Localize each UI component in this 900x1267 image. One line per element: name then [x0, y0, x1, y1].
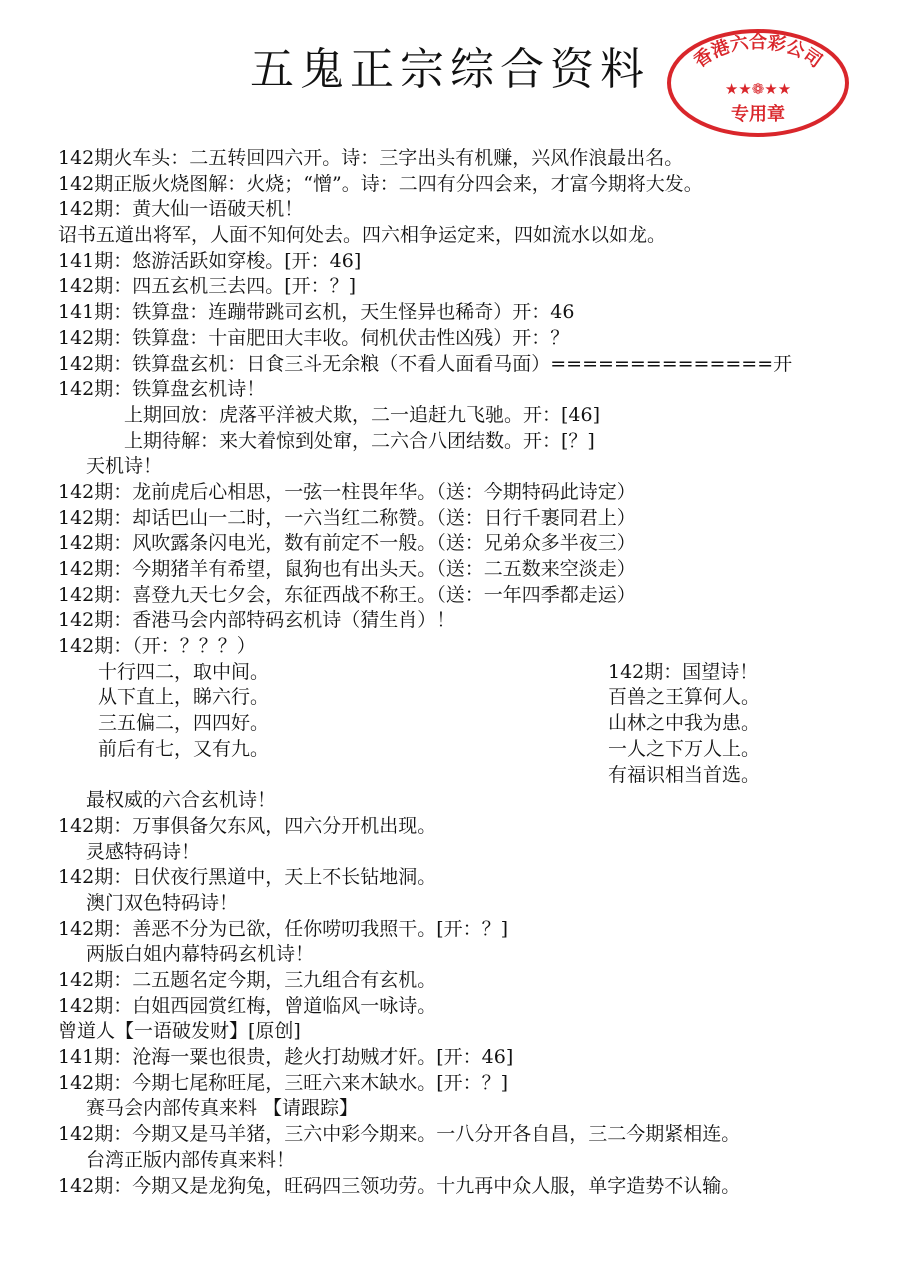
text-line: 142期：黄大仙一语破天机！ [58, 198, 304, 221]
riddle-header: 142期：（开：？？？） [58, 635, 256, 658]
guowang-line: 百兽之王算何人。 [608, 686, 761, 709]
text-line: 141期：铁算盘：连蹦带跳司玄机，天生怪异也稀奇）开：46 [58, 301, 575, 324]
seal-stars: ★★❁★★ [724, 80, 792, 98]
text-line: 142期：今期又是马羊猪，三六中彩今期来。一八分开各自昌，三二今期紧相连。 [58, 1123, 741, 1146]
company-seal-stamp [665, 28, 851, 138]
section-heading: 曾道人【一语破发财】[原创] [58, 1020, 301, 1043]
two-column-riddles [58, 634, 878, 788]
section-heading: 赛马会内部传真来料 【请跟踪】 [86, 1097, 359, 1120]
content-block [58, 146, 878, 1199]
page-title: 五鬼正宗综合资料 [250, 44, 650, 95]
guowang-header: 142期：国望诗！ [608, 660, 759, 683]
guowang-line: 有福识相当首选。 [608, 763, 761, 786]
guowang-line: 山林之中我为患。 [608, 712, 761, 735]
section-heading: 最权威的六合玄机诗！ [86, 789, 277, 812]
text-line: 142期：四五玄机三去四。[开：？] [58, 275, 357, 298]
text-line: 142期：香港马会内部特码玄机诗（猜生肖）！ [58, 609, 456, 632]
riddle-line: 从下直上，睇六行。 [98, 686, 270, 709]
text-line: 141期：悠游活跃如穿梭。[开：46] [58, 249, 362, 272]
text-line: 142期：龙前虎后心相思，一弦一柱畏年华。（送：今期特码此诗定） [58, 480, 636, 503]
guowang-column [608, 634, 878, 788]
text-line: 142期正版火烧图解：火烧；“憎”。诗：二四有分四会来，才富今期将大发。 [58, 172, 703, 195]
text-line: 142期：却话巴山一二时，一六当红二称赞。（送：日行千裹同君上） [58, 506, 636, 529]
text-line: 141期：沧海一粟也很贵，趁火打劫贼才奸。[开：46] [58, 1046, 514, 1069]
text-line: 142期：铁算盘：十亩肥田大丰收。伺机伏击性凶残）开：？ [58, 326, 570, 349]
text-line: 诏书五道出将军，人面不知何处去。四六相争运定来，四如流水以如龙。 [58, 224, 667, 247]
text-line: 142期：今期七尾称旺尾，三旺六来木缺水。[开：？] [58, 1071, 509, 1094]
riddle-line: 十行四二，取中间。 [98, 660, 270, 683]
text-line: 142期：日伏夜行黑道中，天上不长钻地洞。 [58, 866, 437, 889]
section-heading: 台湾正版内部传真来料！ [86, 1148, 296, 1171]
riddle-line: 前后有七，又有九。 [98, 737, 270, 760]
text-line: 142期：喜登九天七夕会，东征西战不称王。（送：一年四季都走运） [58, 583, 636, 606]
riddle-column [58, 634, 608, 788]
text-line: 142期：善恶不分为已欲，任你唠叨我照干。[开：？] [58, 917, 509, 940]
text-line: 上期待解：来大着惊到处窜，二六合八团结数。开：[？] [124, 429, 595, 452]
text-line: 142期：今期又是龙狗兔，旺码四三领功劳。十九再中众人服，单字造势不认输。 [58, 1174, 741, 1197]
seal-arc-text: 香港六合彩公司 [690, 32, 826, 73]
seal-bottom-text: 专用章 [731, 104, 785, 125]
text-line: 142期：白姐西园赏红梅，曾道临风一咏诗。 [58, 994, 437, 1017]
section-heading: 两版白姐内幕特码玄机诗！ [86, 943, 315, 966]
section-heading: 澳门双色特码诗！ [86, 891, 239, 914]
text-line: 142期：今期猪羊有希望，鼠狗也有出头天。（送：二五数来空淡走） [58, 558, 636, 580]
text-line: 142期：铁算盘玄机：日食三斗无余粮（不看人面看马面）==============开 [58, 352, 793, 375]
section-heading: 灵感特码诗！ [86, 840, 201, 863]
section-heading: 天机诗！ [86, 455, 163, 478]
text-line: 142期火车头：二五转回四六开。诗：三字出头有机赚，兴风作浪最出名。 [58, 147, 684, 169]
text-line: 142期：铁算盘玄机诗！ [58, 378, 266, 401]
text-line: 142期：万事俱备欠东风，四六分开机出现。 [58, 814, 437, 837]
text-line: 142期：风吹露条闪电光，数有前定不一般。（送：兄弟众多半夜三） [58, 532, 636, 555]
riddle-line: 三五偏二，四四好。 [98, 712, 270, 735]
text-line: 上期回放：虎落平洋被犬欺，二一追赶九飞驰。开：[46] [124, 403, 601, 426]
guowang-line: 一人之下万人上。 [608, 737, 761, 760]
text-line: 142期：二五题名定今期，三九组合有玄机。 [58, 969, 437, 991]
